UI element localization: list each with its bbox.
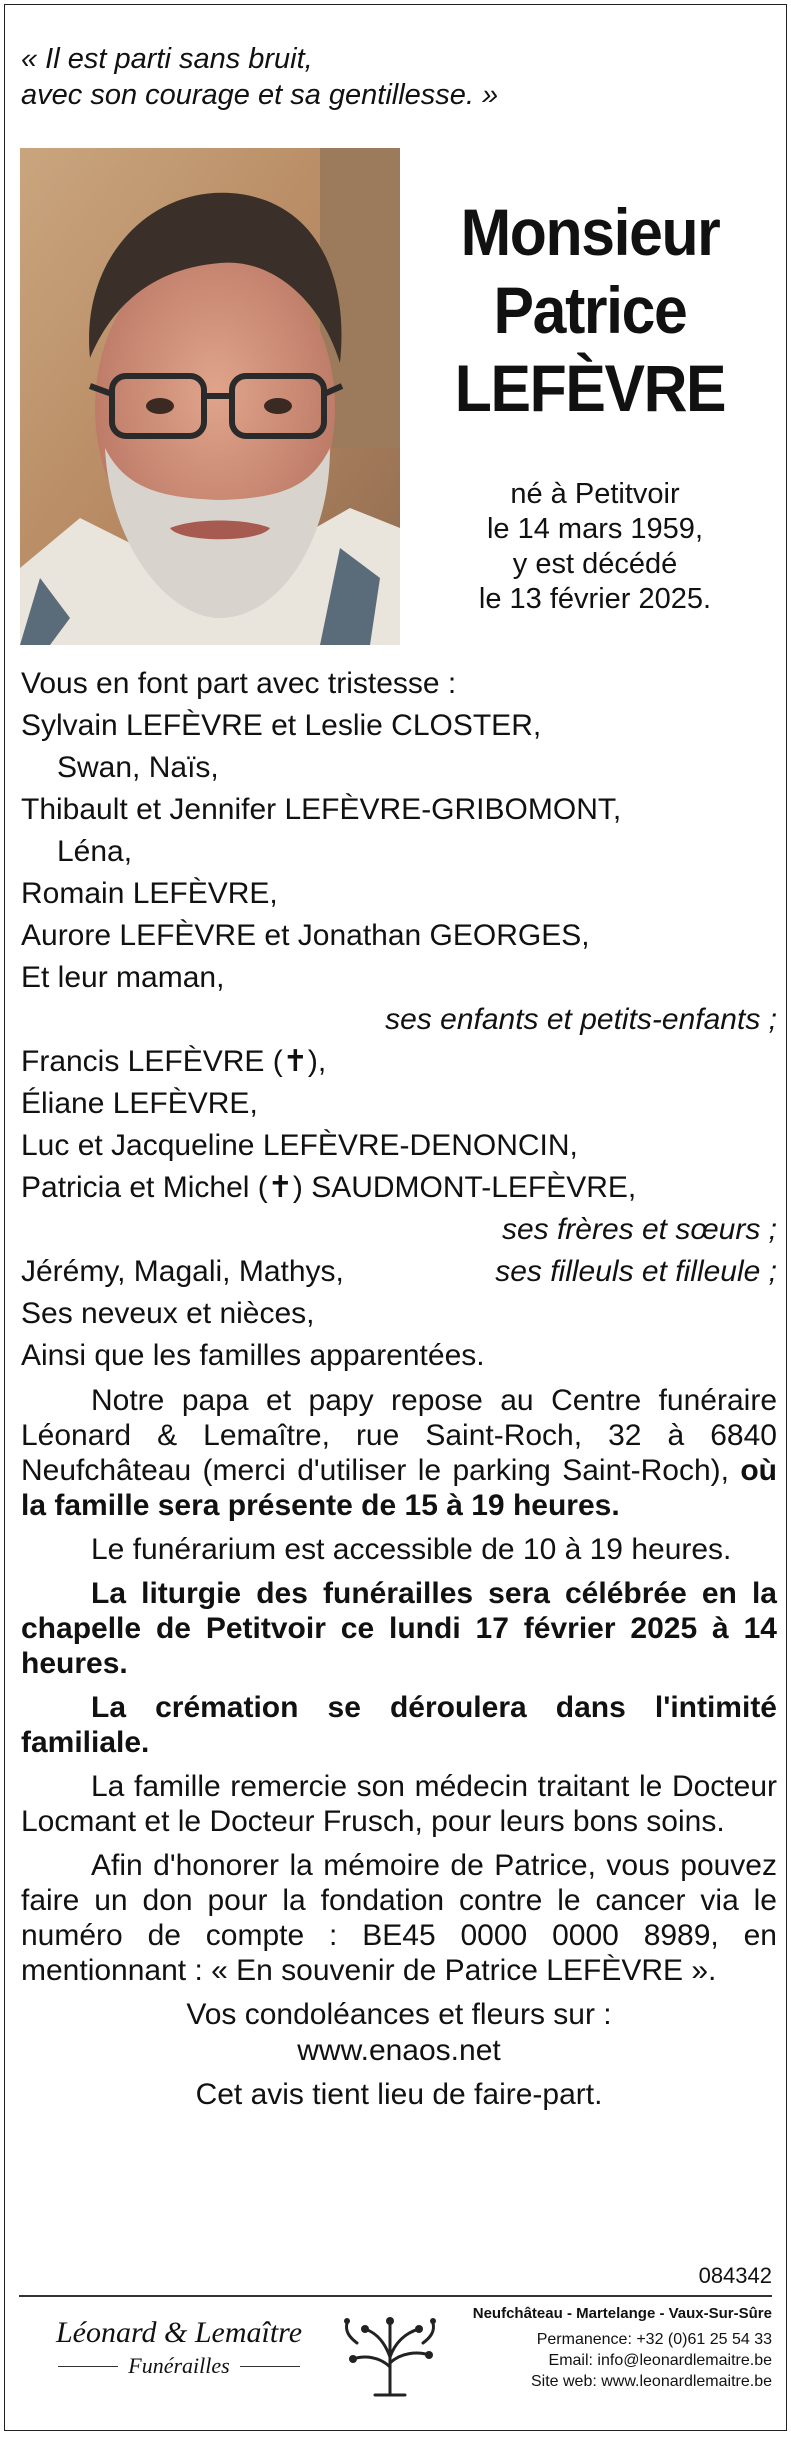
contact-website[interactable]: Site web: www.leonardlemaitre.be <box>530 2373 772 2390</box>
birth-date: le 14 mars 1959, <box>486 513 703 545</box>
family-line: Aurore LEFÈVRE et Jonathan GEORGES, <box>21 919 590 952</box>
family-announcement <box>21 663 777 2113</box>
condolences-text: Vos condoléances et fleurs sur : <box>186 1998 612 2031</box>
birth-death-details <box>445 477 745 617</box>
footer-divider <box>19 2295 772 2297</box>
family-line: Léna, <box>57 835 133 868</box>
contact-email[interactable]: Email: info@leonardlemaitre.be <box>548 2352 772 2369</box>
condolences-website[interactable]: www.enaos.net <box>297 2034 501 2067</box>
family-line: Et leur maman, <box>21 961 225 994</box>
family-line: Luc et Jacqueline LEFÈVRE-DENONCIN, <box>21 1129 578 1162</box>
notice-text: Cet avis tient lieu de faire-part. <box>195 2078 603 2111</box>
family-line: Ses neveux et nièces, <box>21 1297 315 1330</box>
logo-dash-right <box>240 2366 300 2367</box>
quote-line-1: « Il est parti sans bruit, <box>21 43 313 75</box>
cremation-paragraph: La crémation se déroulera dans l'intimité familiale. <box>21 1691 777 1759</box>
epitaph-quote <box>21 41 741 113</box>
reference-number: 084342 <box>698 2263 772 2288</box>
funeral-home-contact <box>473 2303 772 2392</box>
obituary-notice <box>4 4 787 2431</box>
relation-label: ses enfants et petits-enfants ; <box>385 1003 777 1036</box>
logo-dash-left <box>58 2366 118 2367</box>
donation-paragraph: Afin d'honorer la mémoire de Patrice, vous pouvez faire un don pour la fondation contre le cancer via le numéro de compte : BE45 0000 0000 8989, en mentionnant : « En souvenir de Patrice LEFÈVRE ». <box>21 1849 777 1987</box>
funerarium-hours: Le funérarium est accessible de 10 à 19 heures. <box>91 1533 732 1566</box>
tree-icon <box>335 2307 445 2397</box>
logo-name: Léonard & Lemaître <box>55 2316 303 2349</box>
family-line: Swan, Naïs, <box>57 751 219 784</box>
portrait-image <box>20 148 400 645</box>
contact-towns: Neufchâteau - Martelange - Vaux-Sur-Sûre <box>472 2305 772 2322</box>
portrait-photo <box>20 148 400 645</box>
visitation-paragraph <box>21 1383 777 1523</box>
thanks-paragraph: La famille remercie son médecin traitant le Docteur Locmant et le Docteur Frusch, pour leurs bons soins. <box>21 1770 777 1838</box>
visitation-hours: où la famille sera présente de 15 à 19 heures. <box>21 1454 777 1522</box>
contact-phone: Permanence: +32 (0)61 25 54 33 <box>536 2331 772 2348</box>
death-date: le 13 février 2025. <box>478 583 712 615</box>
family-line: Jérémy, Magali, Mathys, <box>21 1255 344 1288</box>
name-first: Patrice <box>493 273 687 347</box>
family-line: Thibault et Jennifer LEFÈVRE-GRIBOMONT, <box>21 793 622 826</box>
family-line: Francis LEFÈVRE (✝), <box>21 1045 327 1078</box>
logo-sub-text: Funérailles <box>128 2353 230 2378</box>
liturgy-paragraph: La liturgie des funérailles sera célébrée en la chapelle de Petitvoir ce lundi 17 février 2025 à 14 heures. <box>21 1577 777 1680</box>
family-line: Sylvain LEFÈVRE et Leslie CLOSTER, <box>21 709 542 742</box>
quote-line-2: avec son courage et sa gentillesse. » <box>21 79 499 111</box>
family-intro: Vous en font part avec tristesse : <box>21 667 457 700</box>
name-last: LEFÈVRE <box>454 351 726 425</box>
family-line: Patricia et Michel (✝) SAUDMONT-LEFÈVRE, <box>21 1171 637 1204</box>
family-line: Ainsi que les familles apparentées. <box>21 1339 485 1372</box>
relation-label: ses filleuls et filleule ; <box>495 1255 777 1288</box>
relation-label: ses frères et sœurs ; <box>501 1213 777 1246</box>
family-line: Romain LEFÈVRE, <box>21 877 278 910</box>
visitation-text: Notre papa et papy repose au Centre funéraire Léonard & Lemaître, rue Saint-Roch, 32 à 6840 Neufchâteau (merci d'utiliser le parking Saint-Roch), <box>21 1384 777 1487</box>
birth-place: né à Petitvoir <box>510 478 680 510</box>
name-title: Monsieur <box>460 195 720 269</box>
death-place: y est décédé <box>512 548 678 580</box>
deceased-name <box>424 193 755 427</box>
family-line: Éliane LEFÈVRE, <box>21 1087 258 1120</box>
logo-subtitle <box>29 2351 329 2381</box>
family-line-split <box>21 1251 777 1293</box>
funeral-home-logo <box>29 2315 329 2381</box>
